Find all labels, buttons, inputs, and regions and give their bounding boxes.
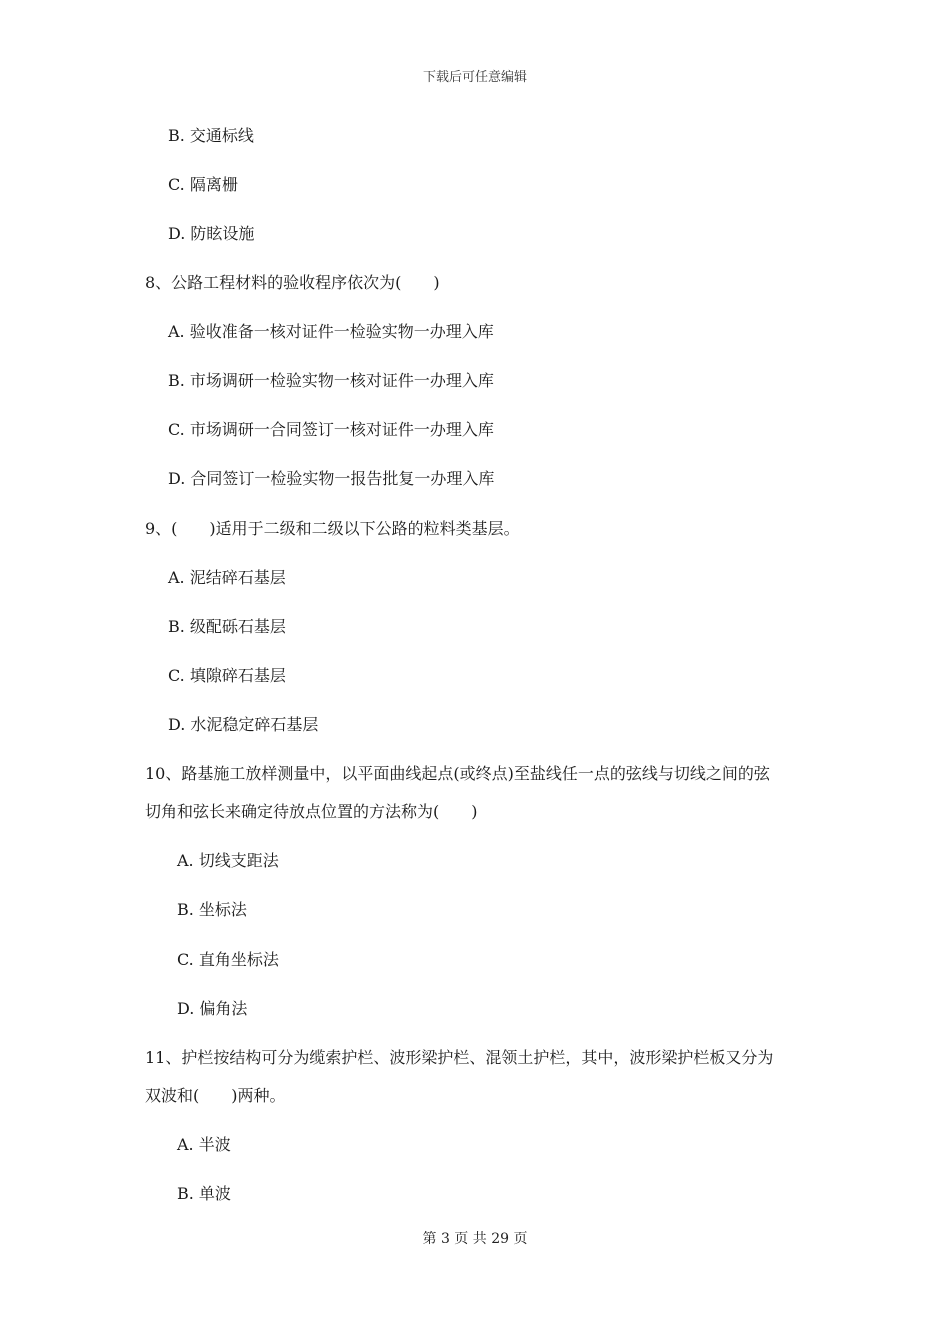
- question-line: 10、路基施工放样测量中，以平面曲线起点(或终点)至盐线任一点的弦线与切线之间的弦: [145, 764, 770, 783]
- option-line: C. 市场调研一合同签订一核对证件一办理入库: [168, 420, 494, 439]
- page-header: 下载后可任意编辑: [422, 70, 527, 85]
- option-line: D. 偏角法: [177, 999, 248, 1018]
- question-line: 11、护栏按结构可分为缆索护栏、波形梁护栏、混领土护栏，其中，波形梁护栏板又分为: [145, 1048, 774, 1067]
- option-line: B. 级配砾石基层: [168, 617, 286, 636]
- question-line: 9、( )适用于二级和二级以下公路的粒料类基层。: [145, 519, 520, 538]
- option-line: B. 交通标线: [168, 126, 254, 145]
- option-line: B. 市场调研一检验实物一核对证件一办理入库: [168, 371, 494, 390]
- option-line: C. 隔离栅: [168, 175, 238, 194]
- option-line: A. 泥结碎石基层: [168, 568, 286, 587]
- option-line: B. 坐标法: [177, 900, 247, 919]
- option-line: D. 水泥稳定碎石基层: [168, 715, 319, 734]
- option-line: C. 直角坐标法: [177, 950, 279, 969]
- option-line: A. 半波: [177, 1135, 231, 1154]
- question-line: 双波和( )两种。: [145, 1086, 286, 1105]
- option-line: A. 验收准备一核对证件一检验实物一办理入库: [168, 322, 494, 341]
- question-line: 8、公路工程材料的验收程序依次为( ): [145, 273, 440, 292]
- page-footer: 第 3 页 共 29 页: [422, 1231, 528, 1247]
- option-line: C. 填隙碎石基层: [168, 666, 286, 685]
- option-line: D. 合同签订一检验实物一报告批复一办理入库: [168, 469, 495, 488]
- option-line: B. 单波: [177, 1184, 231, 1203]
- question-line: 切角和弦长来确定待放点位置的方法称为( ): [145, 802, 478, 821]
- option-line: D. 防眩设施: [168, 224, 255, 243]
- option-line: A. 切线支距法: [177, 851, 279, 870]
